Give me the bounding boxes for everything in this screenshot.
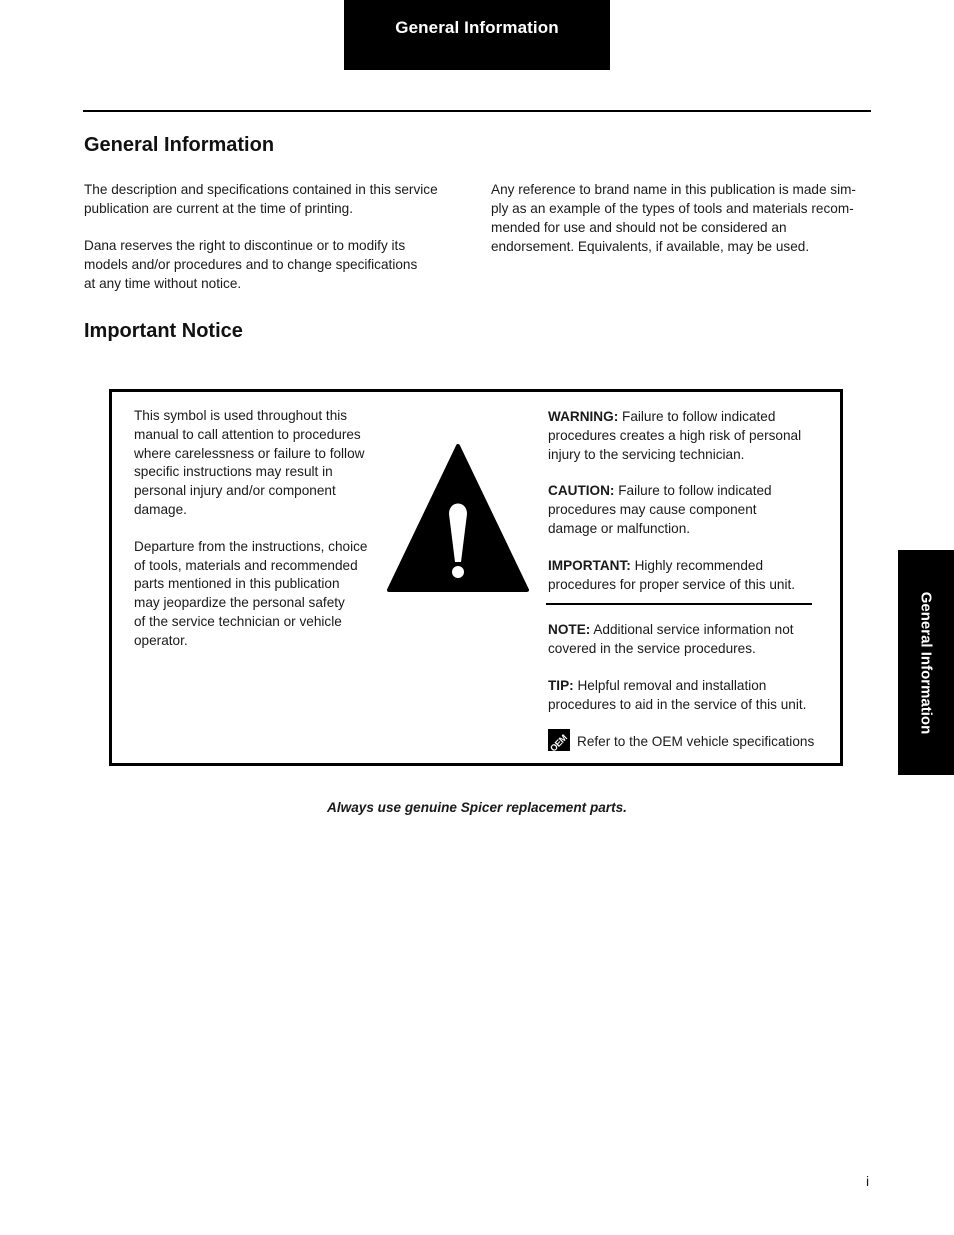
warning-label: WARNING: (548, 409, 619, 424)
notice-box (109, 389, 843, 766)
warning-triangle-icon (385, 442, 531, 596)
oem-icon: OEM (548, 729, 570, 751)
caution-label: CAUTION: (548, 483, 615, 499)
symbol-description (134, 407, 384, 669)
note-text: Additional service information not covered in the service procedures. (548, 622, 794, 657)
side-tab (898, 550, 954, 775)
note-definition (548, 621, 828, 659)
paragraph: Any reference to brand name in this publication is made sim- ply as an example of the types of tools and materials recom- mended for use and should not be considered an endorsement. Equivalents, if available, may be used. (491, 182, 856, 254)
page-number: i (866, 1173, 870, 1189)
header-tab: General Information (344, 0, 610, 70)
tip-text: Helpful removal and installation procedures to aid in the service of this unit. (548, 677, 807, 712)
side-tab-label: General Information (917, 591, 935, 734)
warning-text: Failure to follow indicated procedures creates a high risk of personal injury to the servicing technician. (548, 409, 802, 462)
oem-reference (548, 729, 828, 752)
section-title: General Information (84, 134, 275, 156)
important-text: Highly recommended procedures for proper service of this unit. (548, 557, 796, 592)
notice-title: Important Notice (84, 320, 243, 342)
important-label: IMPORTANT: (548, 557, 631, 573)
important-definition (548, 557, 828, 595)
tip-label: TIP: (548, 677, 574, 693)
right-column (491, 180, 871, 274)
tip-definition (548, 677, 828, 715)
notice-definitions (548, 408, 828, 754)
paragraph: Dana reserves the right to discontinue or to modify its models and/or procedures and to change specifications at any time without notice. (84, 238, 418, 291)
divider (546, 603, 812, 605)
left-column (84, 180, 464, 311)
caution-definition (548, 482, 828, 538)
paragraph: Departure from the instructions, choice of tools, materials and recommended parts mentioned in this publication may jeopardize the personal safety of the service technician or vehicle operator. (134, 538, 368, 648)
header-rule (83, 110, 871, 112)
footer-note: Always use genuine Spicer replacement parts. (327, 800, 627, 815)
warning-definition (548, 408, 828, 464)
paragraph: The description and specifications contained in this service publication are current at the time of printing. (84, 182, 438, 216)
note-label: NOTE: (548, 622, 591, 638)
caution-text: Failure to follow indicated procedures may cause component damage or malfunction. (548, 483, 772, 536)
paragraph: This symbol is used throughout this manual to call attention to procedures where carelessness or failure to follow specific instructions may result in personal injury and/or component damage. (134, 408, 365, 517)
oem-text: Refer to the OEM vehicle specifications (577, 733, 815, 749)
